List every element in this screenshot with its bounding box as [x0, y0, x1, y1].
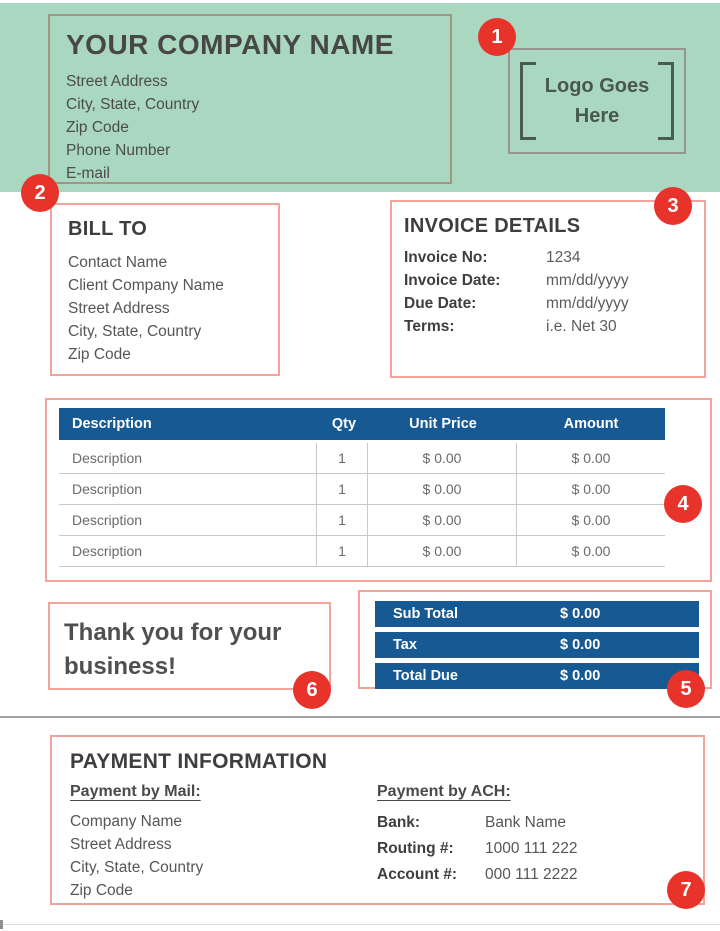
- total-due-bar: [375, 663, 699, 689]
- invoice-date-value: mm/dd/yyyy: [546, 272, 629, 289]
- invoice-details-title: INVOICE DETAILS: [404, 215, 581, 237]
- total-due-label: Total Due: [393, 668, 458, 684]
- bank-label: Bank:: [377, 814, 421, 831]
- table-row: [59, 505, 665, 536]
- cell-amount: $ 0.00: [516, 474, 665, 504]
- invoice-details-section: [390, 200, 706, 378]
- invoice-detail-row: [404, 315, 704, 338]
- bill-to-line: Contact Name: [68, 254, 168, 271]
- subtotal-bar: [375, 601, 699, 627]
- company-address-line: E-mail: [66, 165, 110, 182]
- logo-placeholder-box: [508, 48, 686, 154]
- invoice-detail-row: [404, 246, 704, 269]
- cell-qty: 1: [316, 536, 367, 566]
- table-header-row: [59, 408, 665, 440]
- col-header-unit-price: Unit Price: [409, 416, 477, 432]
- annotation-badge-3: 3: [654, 187, 692, 225]
- cell-amount: $ 0.00: [516, 505, 665, 535]
- cell-description: Description: [72, 543, 143, 559]
- annotation-badge-2: 2: [21, 174, 59, 212]
- cell-unit-price: $ 0.00: [367, 474, 516, 504]
- terms-label: Terms:: [404, 318, 455, 335]
- company-address-line: Phone Number: [66, 142, 171, 159]
- terms-value: i.e. Net 30: [546, 318, 617, 335]
- mail-line: Street Address: [70, 836, 172, 853]
- invoice-no-label: Invoice No:: [404, 249, 488, 266]
- cell-description: Description: [72, 481, 143, 497]
- payment-info-title: PAYMENT INFORMATION: [70, 750, 328, 773]
- table-row: [59, 474, 665, 505]
- header-band: [0, 3, 720, 192]
- cell-unit-price: $ 0.00: [367, 536, 516, 566]
- payment-by-ach-column: [377, 783, 703, 902]
- cell-qty: 1: [316, 474, 367, 504]
- thank-you-section: [48, 602, 331, 690]
- items-table-section: [45, 398, 712, 582]
- mail-line: City, State, Country: [70, 859, 204, 876]
- routing-label: Routing #:: [377, 840, 454, 857]
- totals-section: [358, 590, 712, 689]
- due-date-label: Due Date:: [404, 295, 477, 312]
- payment-by-mail-column: [70, 783, 377, 902]
- thank-you-message: Thank you for your business!: [64, 619, 282, 680]
- cell-description: Description: [72, 450, 143, 466]
- bill-to-line: Zip Code: [68, 346, 131, 363]
- annotation-badge-1: 1: [478, 18, 516, 56]
- table-row: [59, 536, 665, 567]
- items-table: [59, 408, 665, 567]
- cell-amount: $ 0.00: [516, 536, 665, 566]
- tax-label: Tax: [393, 637, 417, 653]
- annotation-badge-4: 4: [664, 485, 702, 523]
- company-address-line: City, State, Country: [66, 96, 200, 113]
- payment-by-ach-heading: Payment by ACH:: [377, 783, 511, 800]
- cell-unit-price: $ 0.00: [367, 443, 516, 473]
- company-address-line: Zip Code: [66, 119, 129, 136]
- tax-value: $ 0.00: [560, 637, 601, 653]
- account-label: Account #:: [377, 866, 458, 883]
- mail-line: Zip Code: [70, 882, 133, 899]
- account-value: 000 111 2222: [485, 866, 578, 883]
- col-header-amount: Amount: [563, 416, 619, 432]
- company-name: YOUR COMPANY NAME: [66, 29, 394, 60]
- ach-row: [377, 862, 703, 888]
- invoice-detail-row: [404, 292, 704, 315]
- cell-unit-price: $ 0.00: [367, 505, 516, 535]
- cell-qty: 1: [316, 443, 367, 473]
- annotation-badge-5: 5: [667, 670, 705, 708]
- payment-info-section: [50, 735, 705, 905]
- page-separator: [0, 716, 720, 718]
- cell-amount: $ 0.00: [516, 443, 665, 473]
- cell-description: Description: [72, 512, 143, 528]
- subtotal-label: Sub Total: [393, 606, 458, 622]
- bottom-rule: [0, 924, 720, 925]
- annotation-badge-7: 7: [667, 871, 705, 909]
- payment-by-mail-heading: Payment by Mail:: [70, 783, 201, 800]
- table-row: [59, 443, 665, 474]
- invoice-date-label: Invoice Date:: [404, 272, 501, 289]
- routing-value: 1000 111 222: [485, 840, 578, 857]
- mail-line: Company Name: [70, 813, 182, 830]
- bank-value: Bank Name: [485, 814, 566, 831]
- col-header-description: Description: [72, 416, 152, 432]
- company-address-line: Street Address: [66, 73, 168, 90]
- annotation-badge-6: 6: [293, 671, 331, 709]
- bill-to-section: [50, 203, 280, 376]
- bill-to-line: City, State, Country: [68, 323, 202, 340]
- subtotal-value: $ 0.00: [560, 606, 601, 622]
- cell-qty: 1: [316, 505, 367, 535]
- col-header-qty: Qty: [331, 416, 357, 432]
- invoice-no-value: 1234: [546, 249, 581, 266]
- bottom-left-tick: [0, 920, 3, 929]
- bill-to-title: BILL TO: [68, 218, 148, 240]
- logo-placeholder-text: Logo Goes Here: [544, 75, 650, 127]
- bill-to-line: Client Company Name: [68, 277, 224, 294]
- invoice-detail-row: [404, 269, 704, 292]
- company-info-box: [48, 14, 452, 184]
- total-due-value: $ 0.00: [560, 668, 601, 684]
- ach-row: [377, 836, 703, 862]
- due-date-value: mm/dd/yyyy: [546, 295, 629, 312]
- ach-row: [377, 810, 703, 836]
- tax-bar: [375, 632, 699, 658]
- bill-to-line: Street Address: [68, 300, 170, 317]
